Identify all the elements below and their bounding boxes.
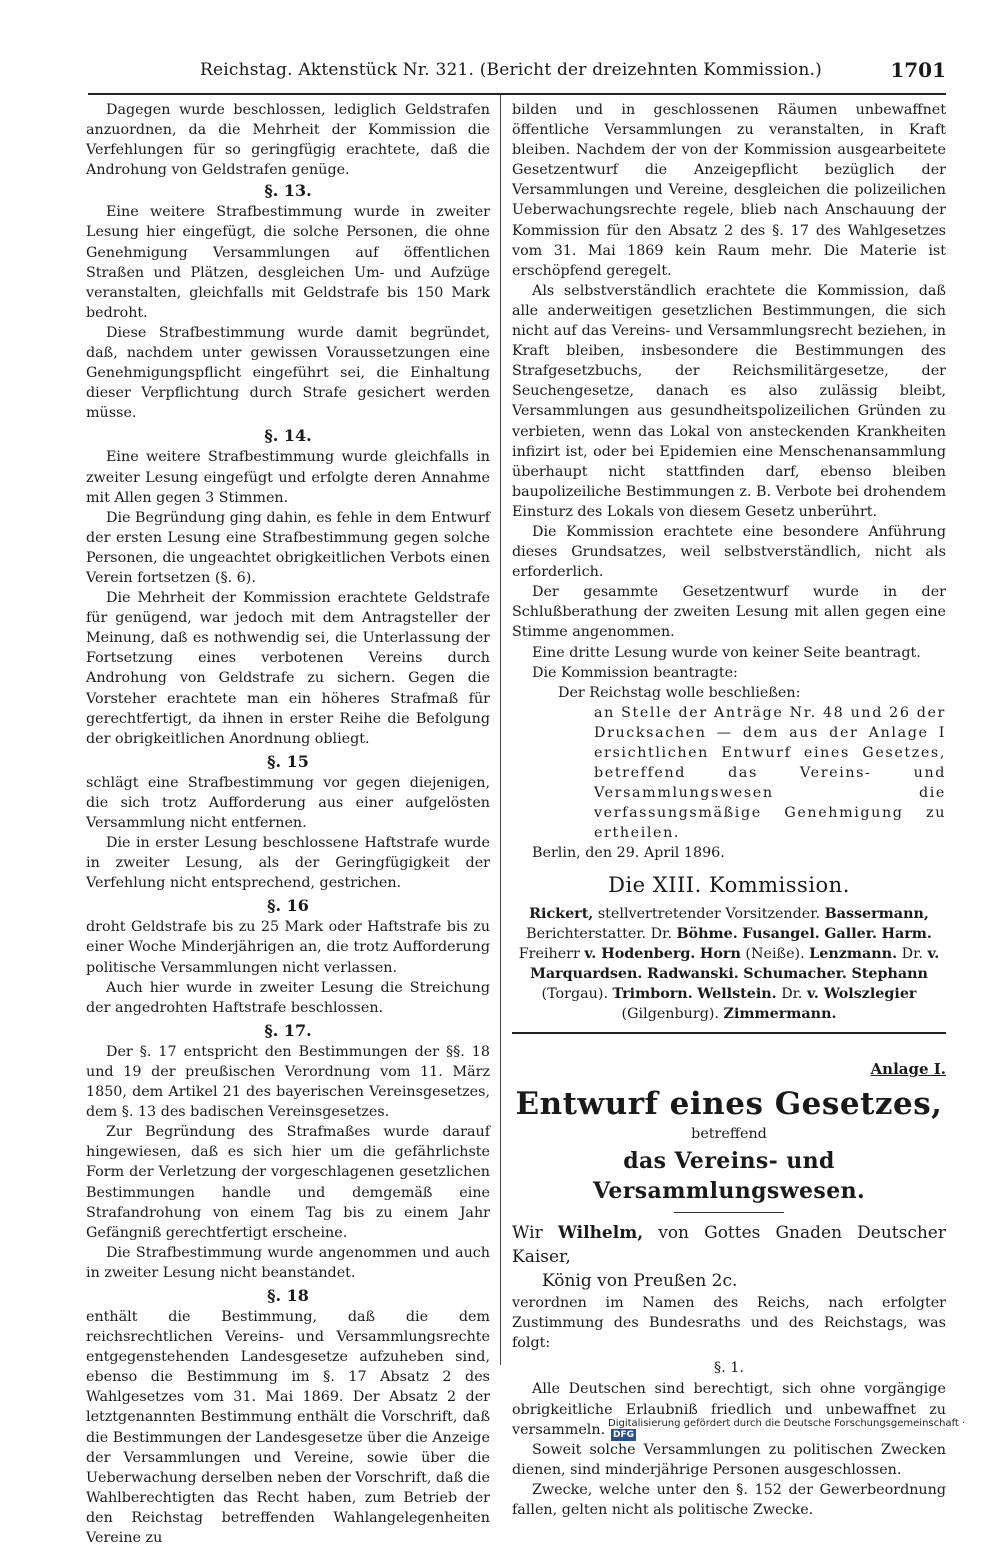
- paragraph: schlägt eine Strafbestimmung vor gegen diejenigen, die sich trotz Aufforderung aus einer aufgelösten Versammlung nicht entfernen.: [86, 774, 490, 831]
- paragraph: Eine weitere Strafbestimmung wurde gleichfalls in zweiter Lesung eingefügt und erfolgte deren Annahme mit Allen gegen 3 Stimmen.: [86, 449, 490, 506]
- section-heading-18: §. 18: [267, 1285, 309, 1305]
- dfg-logo: DFG: [613, 1430, 635, 1440]
- member-name: Rickert,: [529, 905, 594, 922]
- member-place: (Gilgenburg).: [621, 1006, 719, 1023]
- column-divider: [500, 95, 501, 1365]
- member-name: Böhme.: [676, 925, 738, 942]
- separator-rule: [674, 1212, 784, 1213]
- paragraph: Alle Deutschen sind berechtigt, sich ohne vorgängige obrigkeitliche Erlaubniß friedlich und unbewaffnet zu versammeln.: [512, 1381, 946, 1438]
- paragraph: Dagegen wurde beschlossen, lediglich Geldstrafen anzuordnen, da die Mehrheit der Kommission die Verfehlungen für so geringfügig erachtete, daß die Androhung von Geldstrafen genüge.: [86, 102, 490, 179]
- enactment-title: König von Preußen 2c.: [542, 1271, 738, 1292]
- member-name: Horn: [699, 945, 741, 962]
- section-heading-13: §. 13.: [264, 181, 312, 201]
- paragraph: droht Geldstrafe bis zu 25 Mark oder Haftstrafe bis zu einer Woche Minderjährigen an, die trotz Aufforderung politische Versammlungen nicht verlassen.: [86, 919, 490, 976]
- law-section-1: §. 1.: [714, 1360, 744, 1377]
- member-name: Lenzmann.: [809, 945, 898, 962]
- member-title: Dr.: [781, 985, 808, 1002]
- motion-intro: Der Reichstag wolle beschließen:: [558, 684, 801, 701]
- paragraph: Eine weitere Strafbestimmung wurde in zweiter Lesung hier eingefügt, die solche Personen, die ohne Genehmigung Versammlungen auf öffentlichen Straßen und Plätzen, desgleichen Um- und Aufzüge veranstalten, gleichfalls mit Geldstrafe bis 150 Mark bedroht.: [86, 204, 490, 321]
- paragraph: Auch hier wurde in zweiter Lesung die Streichung der angedrohten Haftstrafe beschlossen.: [86, 979, 490, 1016]
- paragraph: Zur Begründung des Strafmaßes wurde darauf hingewiesen, daß es sich hier um die gefährlichste Form der Verletzung der vorgeschlagenen gesetzlichen Bestimmungen handle und demgemäß eine Strafandrohung von einem Tag bis zu einem Jahr Gefängniß gerechtfertigt erscheine.: [86, 1124, 490, 1241]
- annex-label: Anlage I.: [870, 1060, 946, 1079]
- date-line: Berlin, den 29. April 1896.: [532, 845, 725, 862]
- paragraph: Soweit solche Versammlungen zu politischen Zwecken dienen, sind minderjährige Personen ausgeschlossen.: [512, 1441, 946, 1478]
- member-place: (Torgau).: [541, 985, 608, 1002]
- running-header: [88, 56, 946, 88]
- enactment-formula: [512, 1221, 946, 1269]
- member-name: Radwanski.: [646, 965, 739, 982]
- member-role: Berichterstatter.: [526, 925, 647, 942]
- paragraph: Die Begründung ging dahin, es fehle in dem Entwurf der ersten Lesung eine Strafbestimmung gegen solche Personen, die ungeachtet obrigkeitlichen Verbots einen Verein fortsetzen (§. 6).: [86, 509, 490, 586]
- member-name: v. Hodenberg.: [584, 945, 696, 962]
- commission-members: [512, 904, 946, 1025]
- formula-text: von Gottes Gnaden Deutscher Kaiser,: [512, 1223, 946, 1268]
- member-name: Trimborn.: [612, 985, 693, 1002]
- member-name: Bassermann,: [824, 905, 929, 922]
- motion-text: an Stelle der Anträge Nr. 48 und 26 der Drucksachen — dem aus der Anlage I ersichtlichen Entwurf eines Gesetzes, betreffend das Vereins- und Versammlungswesen die verfassungsmäßige Genehmigung zu ertheilen.: [594, 704, 946, 842]
- section-heading-14: §. 14.: [264, 426, 312, 446]
- paragraph: Eine dritte Lesung wurde von keiner Seite beantragt.: [532, 644, 921, 661]
- law-subtitle: betreffend: [691, 1126, 767, 1143]
- paragraph: Die Strafbestimmung wurde angenommen und auch in zweiter Lesung nicht beanstandet.: [86, 1244, 490, 1281]
- members-line: [512, 904, 946, 1025]
- paragraph: Der §. 17 entspricht den Bestimmungen der §§. 18 und 19 der preußischen Verordnung vom 11. März 1850, dem Artikel 21 des bayerischen Vereinsgesetzes, dem §. 13 des badischen Vereinsgesetzes.: [86, 1043, 490, 1121]
- section-heading-15: §. 15: [267, 751, 309, 771]
- member-place: (Neiße).: [740, 945, 805, 962]
- law-subject: das Vereins- und Versammlungswesen.: [592, 1148, 866, 1205]
- header-title: Reichstag. Aktenstück Nr. 321. (Bericht der dreizehnten Kommission.): [200, 60, 822, 80]
- member-name: Wellstein.: [697, 985, 777, 1002]
- emperor-name: Wilhelm,: [557, 1223, 644, 1244]
- left-column: [86, 100, 490, 1548]
- commission-title: Die XIII. Kommission.: [608, 872, 850, 897]
- member-role: stellvertretender Vorsitzender.: [593, 905, 821, 922]
- member-title: Dr.: [901, 945, 928, 962]
- page-number: 1701: [890, 58, 946, 82]
- paragraph: Die Mehrheit der Kommission erachtete Geldstrafe für genügend, war jedoch mit dem Antragsteller der Meinung, daß es nothwendig sei, die Unterlassung der Fortsetzung eines verbotenen Vereins durch Androhung von Geldstrafe zu sichern. Gegen die Vorsteher erachtete man ein höheres Strafmaß für gerechtfertigt, da ihnen in erster Reihe die Befolgung der obrigkeitlichen Anordnung obliegt.: [86, 590, 490, 747]
- enactment-clause: verordnen im Namen des Reichs, nach erfolgter Zustimmung des Bundesraths und des Reichstags, was folgt:: [512, 1295, 946, 1352]
- paragraph: Der gesammte Gesetzentwurf wurde in der Schlußberathung der zweiten Lesung mit allen gegen eine Stimme angenommen.: [512, 584, 946, 641]
- member-name: v. Marquardsen.: [530, 945, 940, 982]
- paragraph: Zwecke, welche unter den §. 152 der Gewerbeordnung fallen, gelten nicht als politische Zwecke.: [512, 1481, 946, 1518]
- member-name: Stephann: [851, 965, 928, 982]
- member-name: Fusangel.: [742, 925, 820, 942]
- paragraph: Als selbstverständlich erachtete die Kommission, daß alle anderweitigen gesetzlichen Bestimmungen, die sich nicht auf das Vereins- und Versammlungsrecht beziehen, in Kraft bleiben, insbesondere die Bestimmungen des Strafgesetzbuchs, der Reichsmilitärgesetze, der Seuchengesetze, danach es also zulässig bleibt, Versammlungen aus gesundheitspolizeilichen Gründen zu verbieten, wenn das Lokal von ansteckenden Krankheiten infizirt ist, oder bei Epidemien eine Menschenansammlung überhaupt nicht stattfinden darf, ebenso bleiben baupolizeiliche Bestimmungen z. B. Verbote bei drohendem Einsturz des Lokals von diesem Gesetz unberührt.: [512, 282, 946, 520]
- paragraph: bilden und in geschlossenen Räumen unbewaffnet öffentliche Versammlungen zu veranstalten, in Kraft bleiben. Nachdem der von der Kommission ausgearbeitete Gesetzentwurf die Anzeigepflicht bezüglich der Versammlungen und Vereine, desgleichen die polizeilichen Ueberwachungsrechte regele, blieb nach Anschauung der Kommission für den Absatz 2 des §. 17 des Wahlgesetzes vom 31. Mai 1869 kein Raum mehr. Die Materie ist erschöpfend geregelt.: [512, 102, 946, 279]
- member-name: Harm.: [881, 925, 932, 942]
- formula-text: Wir: [512, 1223, 558, 1244]
- section-heading-17: §. 17.: [264, 1020, 312, 1040]
- paragraph: enthält die Bestimmung, daß die dem reichsrechtlichen Vereins- und Versammlungsrechte entgegenstehenden Landesgesetze aufzuheben sind, ebenso die Bestimmung im §. 17 Absatz 2 des Wahlgesetzes vom 31. Mai 1869. Der Absatz 2 der letztgenannten Bestimmung enthält die Vorschrift, daß die Bestimmungen der Landesgesetze über die Anzeige der Versammlungen und Vereine, sowie über die Ueberwachung derselben neben der Vorschrift, daß die Wahlberechtigten das Recht haben, zum Betrieb der den Reichstag betreffenden Wahlangelegenheiten Vereine zu: [86, 1308, 490, 1546]
- section-rule: [512, 1032, 946, 1034]
- member-name: Zimmermann.: [723, 1006, 837, 1023]
- member-title: Freiherr: [518, 945, 585, 962]
- member-name: Galler.: [824, 925, 877, 942]
- paragraph: Die in erster Lesung beschlossene Haftstrafe wurde in zweiter Lesung, als der Geringfügigkeit der Verfehlung nicht entsprechend, gestrichen.: [86, 835, 490, 892]
- paragraph: Diese Strafbestimmung wurde damit begründet, daß, nachdem unter gewissen Voraussetzungen eine Genehmigungspflicht eingeführt sei, die Einhaltung dieser Verpflichtung durch Strafe gesichert werden müsse.: [86, 324, 490, 422]
- footer-text: Digitalisierung gefördert durch die Deutsche Forschungsgemeinschaft ·: [608, 1418, 966, 1429]
- law-title: Entwurf eines Gesetzes,: [515, 1086, 943, 1123]
- paragraph: Die Kommission erachtete eine besondere Anführung dieses Grundsatzes, weil selbstverständlich, nicht als erforderlich.: [512, 523, 946, 581]
- member-name: v. Wolszlegier: [807, 985, 917, 1002]
- paragraph: Die Kommission beantragte:: [532, 664, 738, 681]
- section-heading-16: §. 16: [267, 896, 309, 916]
- member-title: Dr.: [650, 925, 677, 942]
- right-column: [512, 100, 946, 1520]
- header-rule: [88, 93, 946, 95]
- digitization-footer: [608, 1418, 966, 1440]
- member-name: Schumacher.: [743, 965, 847, 982]
